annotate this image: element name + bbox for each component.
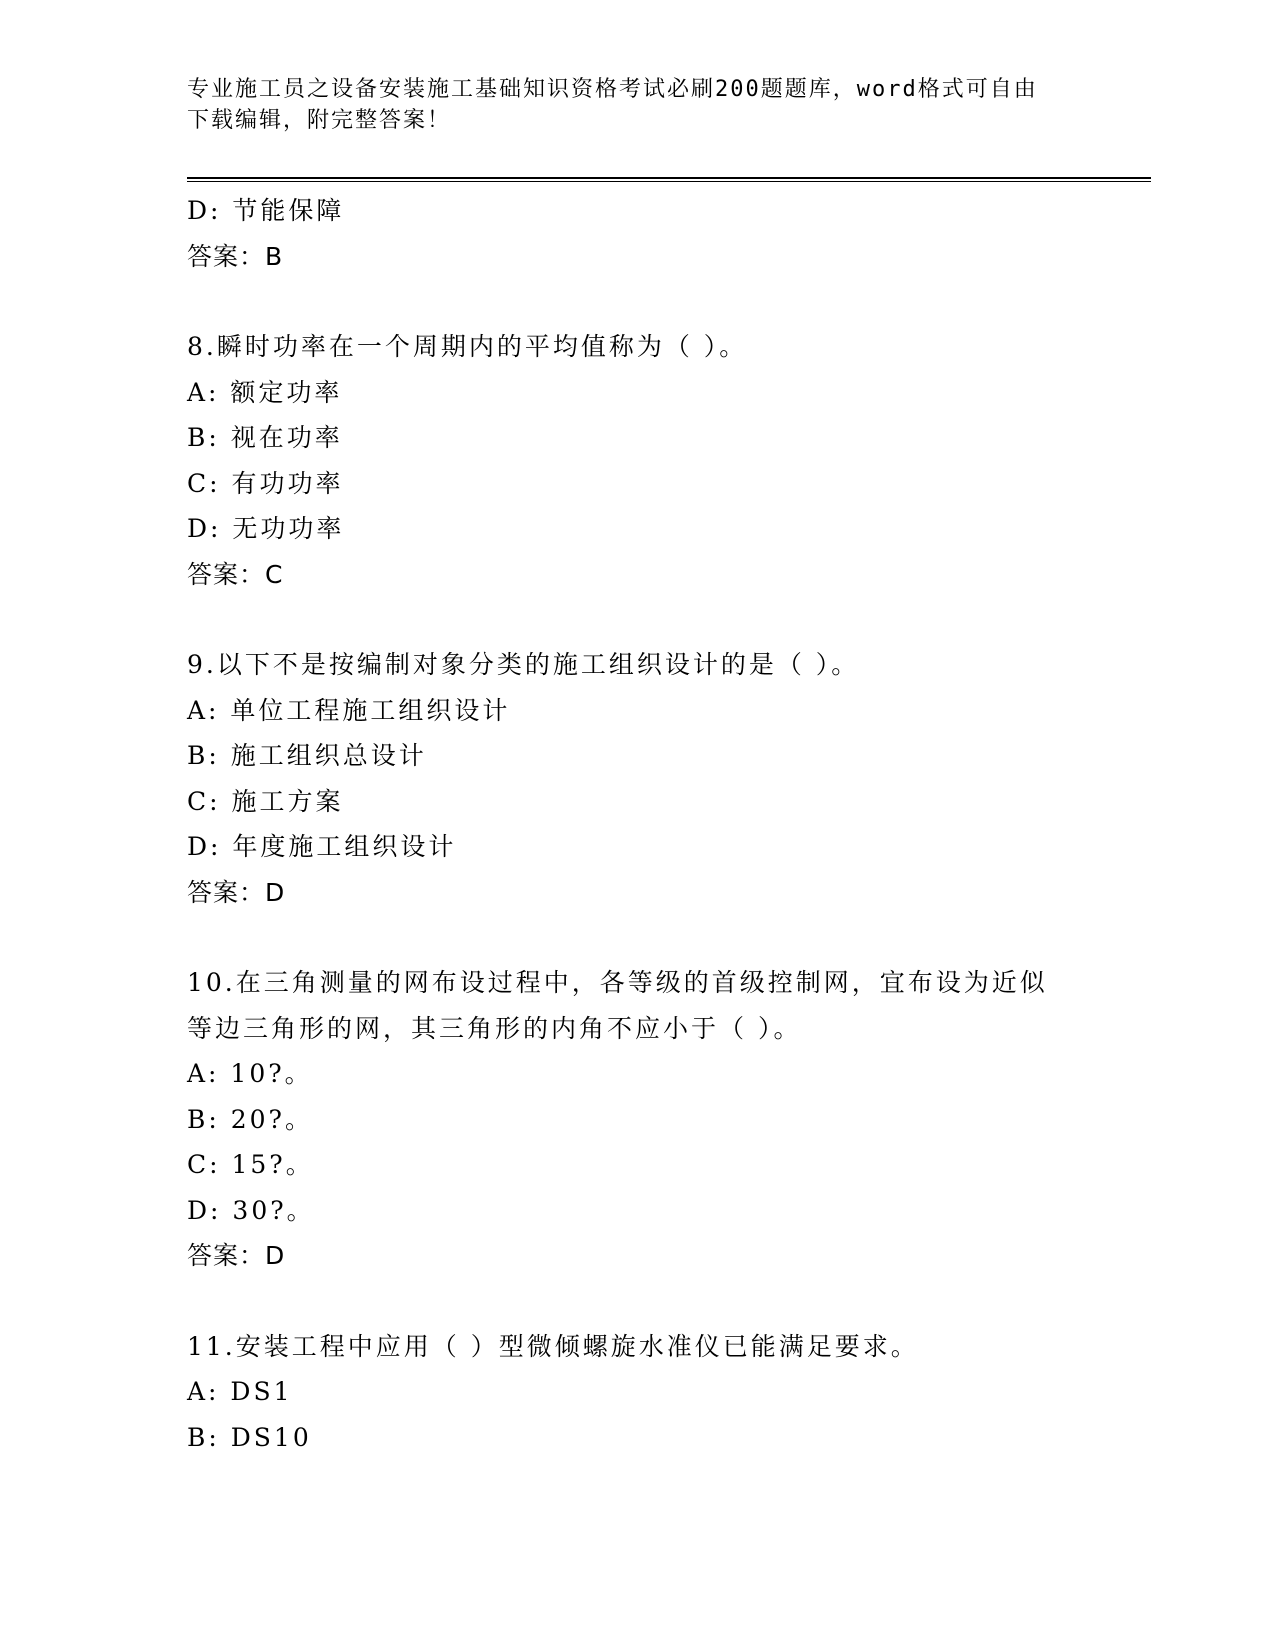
document-header [187,74,1087,136]
answer-line: 答案：D [187,877,286,907]
question-list [187,188,1151,1460]
header-line-1: 专业施工员之设备安装施工基础知识资格考试必刷200题题库，word格式可自由 [187,77,1038,102]
option-d: D: 节能保障 [187,196,345,225]
header-line-2: 下载编辑，附完整答案！ [187,108,452,133]
question-stem-line-1: 10.在三角测量的网布设过程中，各等级的首级控制网，宜布设为近似 [187,968,1048,997]
option-a: A: 额定功率 [187,377,343,407]
question-10 [187,960,1151,1279]
spacer [187,279,1151,324]
answer-line: 答案：B [187,241,284,271]
answer-line: 答案：C [187,559,284,589]
question-8 [187,324,1151,597]
option-d: D: 30?。 [187,1195,315,1225]
option-a: A: DS1 [187,1377,293,1406]
spacer [187,597,1151,642]
option-c: C: 15?。 [187,1150,314,1179]
option-b: B: 20?。 [187,1104,313,1134]
previous-question-tail [187,188,1151,279]
option-b: B: 施工组织总设计 [187,741,427,770]
option-b: B: 视在功率 [187,423,343,452]
header-divider [187,177,1151,182]
question-11 [187,1324,1151,1461]
question-stem-line-2: 等边三角形的网，其三角形的内角不应小于（ ）。 [187,1013,802,1043]
answer-line: 答案：D [187,1241,286,1270]
question-stem: 11.安装工程中应用（ ）型微倾螺旋水准仪已能满足要求。 [187,1331,919,1361]
option-a: A: 10?。 [187,1059,313,1088]
option-b: B: DS10 [187,1422,312,1452]
spacer [187,1279,1151,1324]
option-c: C: 施工方案 [187,786,344,816]
question-stem: 9.以下不是按编制对象分类的施工组织设计的是（ ）。 [187,650,860,679]
question-9 [187,642,1151,915]
spacer [187,915,1151,960]
option-d: D: 年度施工组织设计 [187,832,457,861]
option-a: A: 单位工程施工组织设计 [187,695,511,725]
option-c: C: 有功功率 [187,468,344,498]
option-d: D: 无功功率 [187,514,345,543]
question-stem: 8.瞬时功率在一个周期内的平均值称为（ ）。 [187,332,748,361]
